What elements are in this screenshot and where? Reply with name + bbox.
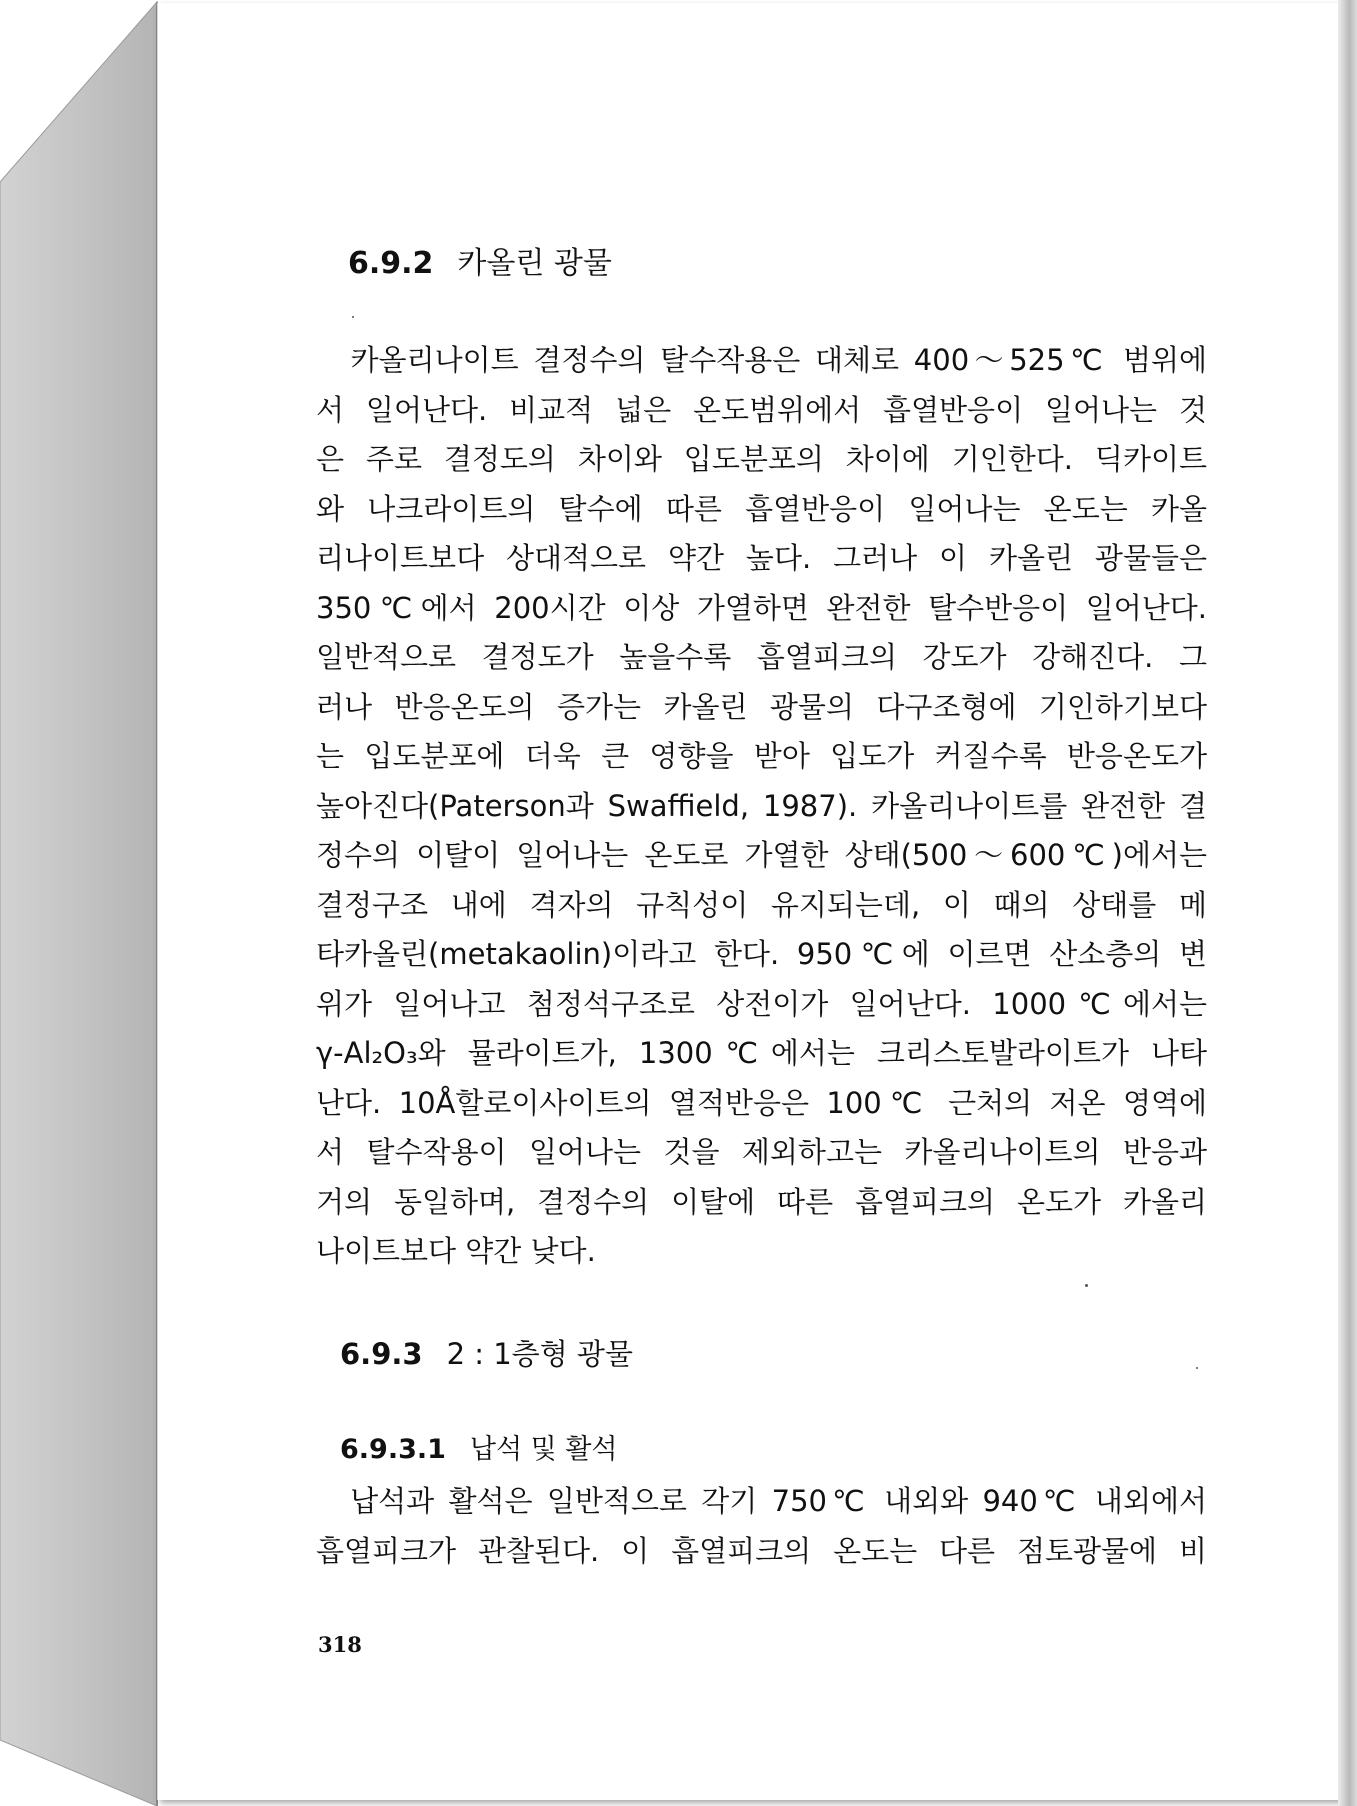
text-line: 서 일어난다. 비교적 넓은 온도범위에서 흡열반응이 일어나는 것: [316, 392, 1207, 427]
text-line: γ-Al₂O₃와 뮬라이트가, 1300℃에서는 크리스토발라이트가 나타: [316, 1036, 1207, 1070]
section-number: 6.9.3: [340, 1337, 423, 1371]
text-line: 정수의 이탈이 일어나는 온도로 가열한 상태(500～600℃)에서는: [316, 838, 1207, 872]
text-line: 카올리나이트 결정수의 탈수작용은 대체로 400～525℃ 범위에: [316, 343, 1207, 377]
text-line: 높아진다(Paterson과 Swaffield, 1987). 카올리나이트를 완전한 결: [316, 788, 1207, 823]
text-line: 서 탈수작용이 일어나는 것을 제외하고는 카올리나이트의 반응과: [316, 1135, 1207, 1169]
text-line: 와 나크라이트의 탈수에 따른 흡열반응이 일어나는 온도는 카올: [316, 491, 1207, 526]
scan-speck: [1085, 1284, 1088, 1287]
section-title: 납석 및 활석: [469, 1434, 618, 1465]
text-line: 일반적으로 결정도가 높을수록 흡열피크의 강도가 강해진다. 그: [316, 640, 1207, 674]
text-line: 리나이트보다 상대적으로 약간 높다. 그러나 이 카올린 광물들은: [316, 541, 1207, 575]
text-line: 거의 동일하며, 결정수의 이탈에 따른 흡열피크의 온도가 카올리: [316, 1184, 1207, 1219]
text-line: 러나 반응온도의 증가는 카올린 광물의 다구조형에 기인하기보다: [316, 689, 1207, 724]
text-line: 위가 일어나고 첨정석구조로 상전이가 일어난다. 1000℃에서는: [316, 986, 1207, 1021]
page-number: 318: [318, 1632, 362, 1657]
text-line: 난다. 10Å할로이사이트의 열적반응은 100℃ 근처의 저온 영역에: [316, 1085, 1207, 1120]
text-line: 납석과 활석은 일반적으로 각기 750℃ 내외와 940℃ 내외에서: [316, 1484, 1207, 1518]
section-number: 6.9.2: [348, 246, 434, 281]
text-line: 는 입도분포에 더욱 큰 영향을 받아 입도가 커질수록 반응온도가: [316, 739, 1207, 773]
text-line: 350℃에서 200시간 이상 가열하면 완전한 탈수반응이 일어난다.: [316, 590, 1207, 625]
section-title: 카올린 광물: [457, 246, 612, 281]
section-heading-6-9-3: [340, 1332, 633, 1373]
text-line: 타카올린(metakaolin)이라고 한다. 950℃에 이르면 산소층의 변: [316, 937, 1207, 971]
page-edge-shadow: [1338, 0, 1357, 1806]
section-heading-6-9-2: [348, 238, 612, 282]
text-line: 나이트보다 약간 낮다.: [316, 1234, 596, 1268]
section-number: 6.9.3.1: [340, 1434, 446, 1465]
scan-speck: [1196, 1367, 1198, 1369]
section-heading-6-9-3-1: [340, 1427, 618, 1466]
text-line: 결정구조 내에 격자의 규칙성이 유지되는데, 이 때의 상태를 메: [316, 887, 1207, 922]
paragraph-2: [316, 1477, 1207, 1576]
text-line: 흡열피크가 관찰된다. 이 흡열피크의 온도는 다른 점토광물에 비: [316, 1533, 1207, 1568]
paragraph-1: [316, 336, 1207, 1277]
text-line: 은 주로 결정도의 차이와 입도분포의 차이에 기인한다. 딕카이트: [316, 442, 1207, 476]
scan-speck: [352, 316, 354, 318]
section-title: 2 : 1층형 광물: [446, 1337, 633, 1371]
